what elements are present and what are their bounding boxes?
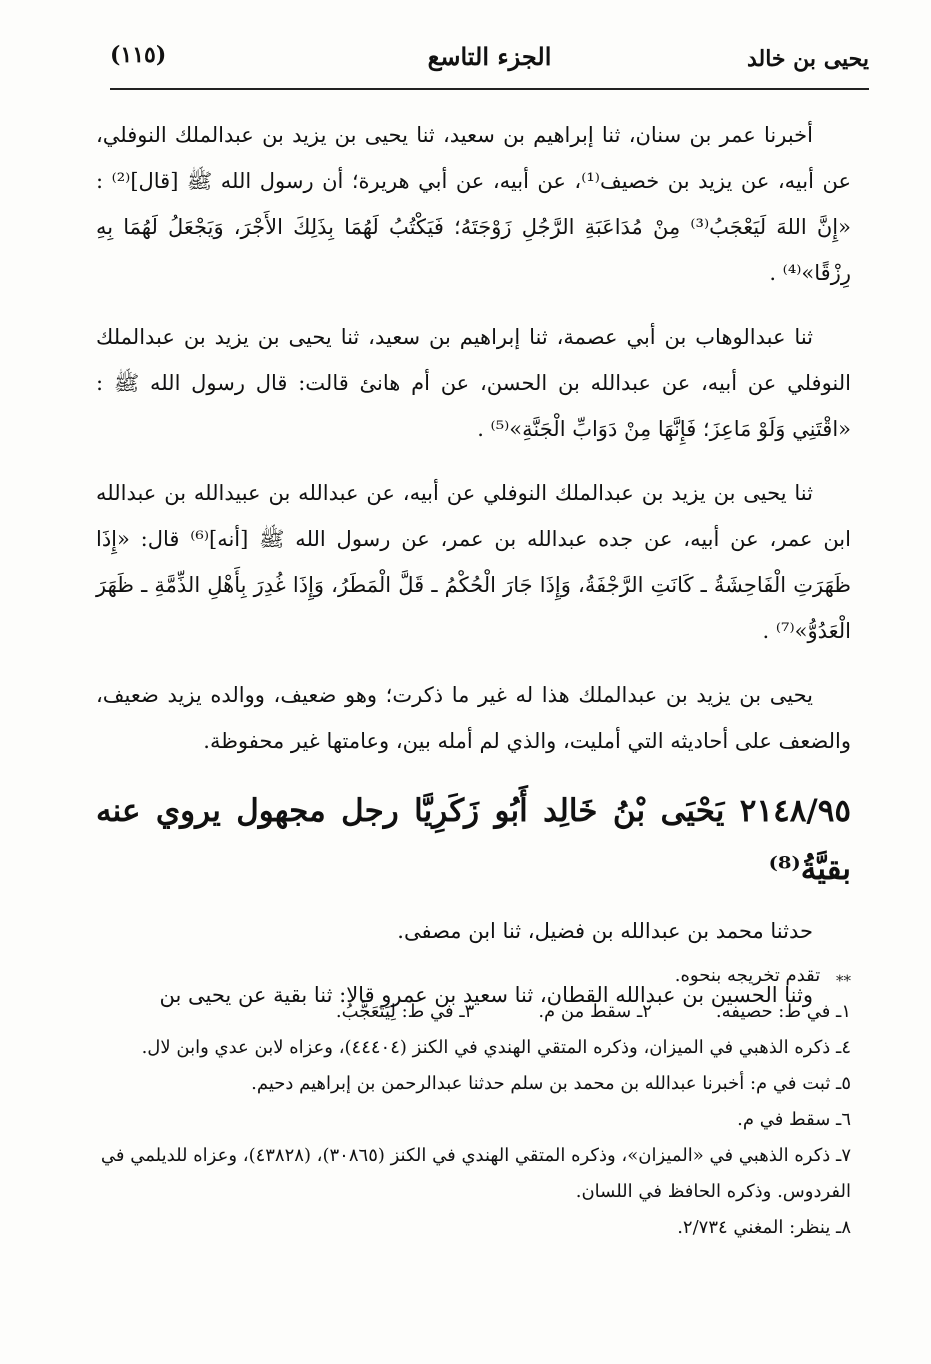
footnote-7: ٧ـ ذكره الذهبي في «الميزان»، وذكره المتقي الهندي في الكنز (٣٠٨٦٥)، (٤٣٨٢٨)، وعزاه للديلمي في الفردوس. وذكره الحافظ في اللسان. [100,1145,851,1202]
paragraph-hadith-3: ثنا يحيى بن يزيد بن عبدالملك النوفلي عن أبيه، عن عبدالله بن عبيدالله بن عبدالله ابن عمر، عن أبيه، عن جده عبدالله بن عمر، عن رسول الله ﷺ [أنه]⁽⁶⁾ قال: «إِذَا ظَهَرَتِ الْفَاحِشَةُ ـ كَانَتِ الرَّجْفَةُ، وَإِذَا جَارَ الْحُكْمُ ـ قَلَّ الْمَطَرُ، وَإِذَا غُدِرَ بِأَهْلِ الذِّمَّةِ ـ ظَهَرَ الْعَدُوُّ»⁽⁷⁾ . [96,481,851,643]
paragraph-commentary: يحيى بن يزيد بن عبدالملك هذا له غير ما ذكرت؛ وهو ضعيف، ووالده يزيد ضعيف، والضعف على أحاديثه التي أمليت، والذي لم أمله بين، وعامتها غير محفوظة. [96,683,851,753]
footnote-6: ٦ـ سقط في م. [737,1109,851,1130]
footnote-2: ٢ـ سقط من م. [538,1001,652,1022]
footnotes [96,958,851,1246]
running-head-volume: الجزء التاسع [427,42,552,71]
page-header [110,36,869,90]
footnote-3: ٣ـ في ط: لِيَتَعَجَّبُ. [335,1001,475,1022]
footnote-row-1-3 [96,994,851,1030]
footnote-8: ٨ـ ينظر: المغني ٢/٧٣٤. [677,1217,851,1238]
footnote-general [96,958,851,994]
paragraph-isnad-1: حدثنا محمد بن عبدالله بن فضيل، ثنا ابن مصفى. [397,919,813,943]
footnote-5: ٥ـ ثبت في م: أخبرنا عبدالله بن محمد بن سلم حدثنا عبدالرحمن بن إبراهيم دحيم. [251,1073,851,1094]
running-head-entry: يحيى بن خالد [746,46,869,72]
paragraph-hadith-2: ثنا عبدالوهاب بن أبي عصمة، ثنا إبراهيم بن سعيد، ثنا يحيى بن يزيد بن عبدالملك النوفلي عن أبيه، عن عبدالله بن الحسن، عن أم هانئ قالت: قال رسول الله ﷺ : «اقْتَنِي وَلَوْ مَاعِزَ؛ فَإِنَّهَا مِنْ دَوَابِّ الْجَنَّةِ»⁽⁵⁾ . [96,325,851,441]
main-text [96,112,851,1036]
footnote-general-text: تقدم تخريجه بنحوه. [674,965,821,986]
footnote-marker: ⁎⁎ [836,967,851,985]
entry-title: ٢١٤٨/٩٥ يَحْيَى بْنُ خَالِد أَبُو زَكَرِيَّا رجل مجهول يروي عنه بقيَّةُ⁽⁸⁾ [96,793,851,887]
footnote-4: ٤ـ ذكره الذهبي في الميزان، وذكره المتقي الهندي في الكنز (٤٤٤٠٤)، وعزاه لابن عدي وابن لال. [141,1037,851,1058]
footnote-1: ١ـ في ط: حصيفه. [715,1001,851,1022]
page-number: (١١٥) [110,42,167,68]
paragraph-hadith-1: أخبرنا عمر بن سنان، ثنا إبراهيم بن سعيد، ثنا يحيى بن يزيد بن عبدالملك النوفلي، عن أبيه، عن يزيد بن خصيف⁽¹⁾، عن أبيه، عن أبي هريرة؛ أن رسول الله ﷺ [قال]⁽²⁾ : «إِنَّ اللهَ لَيَعْجَبُ⁽³⁾ مِنْ مُدَاعَبَةِ الرَّجُلِ زَوْجَتَهُ؛ فَيَكْتُبُ لَهُمَا بِذَلِكَ الأَجْرَ، وَيَجْعَلُ لَهُمَا بِهِ رِزْقًا»⁽⁴⁾ . [96,123,851,285]
paragraph-isnad-2: وثنا الحسين بن عبدالله القطان، ثنا سعيد بن عمرو قالا: ثنا بقية عن يحيى بن [159,983,813,1007]
